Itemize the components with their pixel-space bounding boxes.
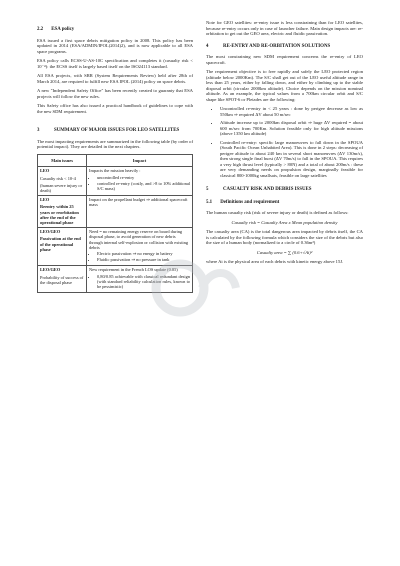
list-item: • Fluidic passivation ⇒ no pressure in tank xyxy=(97,257,190,262)
section-number: 4 xyxy=(206,43,209,49)
casualty-risk-equation: Casualty risk = Casualty Area x Mean population density xyxy=(231,219,338,225)
section-number: 3 xyxy=(37,128,40,134)
table-header-impact: Impact xyxy=(87,154,193,166)
paragraph: The casualty area (CA) is the total dangerous area impacted by debris itself, the CA is calculated by the following formula which considers the size of the debris but also the size of a human body (normalized to a circle of 0.36m²) xyxy=(206,229,363,246)
section-3-heading xyxy=(37,128,193,134)
list-item: • Controlled re-entry: specific large manoeuvres to fall down in the SPOUA (South Pacific Ocean Unhabited Area). This is done in 2 steps: decreasing of perigee altitude to about 240 km in several short manoeuvres (ΔV 130m/s), then strong single final burst (ΔV 70m/s) to fall in the SPOUA. This requires a very high thrust level (typically > 80N) and a total of about 200m/s : these are very demanding needs on propulsion design, marginally feasible for classical 800-1000kg smallsats, feasible on large satellites xyxy=(220,140,363,179)
impact-cell xyxy=(87,195,193,227)
list-item: • 0,80/0.85 achievable with classical redundant design (with standard reliability calculation rules, known to be pessimistic) xyxy=(97,274,190,290)
issue-cell xyxy=(38,166,87,195)
list-item: • uncontrolled re-entry xyxy=(97,175,190,180)
casualty-area-equation: Casualty area = ∑ (0.6+√Ai)² xyxy=(256,249,313,255)
issue-description: (human severe injury or death) xyxy=(40,182,83,193)
table-row xyxy=(38,265,193,292)
list-item: • controlled re-entry (costly, and >8 to 10% additional S/C mass) xyxy=(97,181,190,191)
issue-description: Casualty risk < 10-4 xyxy=(40,175,76,181)
issue-cell xyxy=(38,195,87,227)
paragraph: This Safety office has also issued a practical handbook of guidelines to cope with the new SDM requirement. xyxy=(37,103,193,114)
paragraph: A new "Independent Safety Office" has been recently created to guaranty that ESA projects will follow the new rules. xyxy=(37,88,193,99)
impact-text: Impacts the mission heavily : xyxy=(89,168,141,174)
table-header-row xyxy=(38,154,193,166)
left-column xyxy=(37,20,193,293)
section-title: ESA policy xyxy=(51,27,75,32)
issue-title: LEO/GEO xyxy=(40,229,61,235)
issues-table xyxy=(37,154,193,293)
table-row xyxy=(38,227,193,265)
issue-cell xyxy=(38,265,87,292)
issue-description: Probability of success of the disposal phase xyxy=(40,274,84,285)
paragraph: Note for GEO satellites: re-entry issue is less constraining than for LEO satellites, because re-entry occurs only in case of launcher failure. Main design impacts are: re-orbitation to get out the GEO area, electric and fluidic passivation. xyxy=(206,20,363,36)
section-5-heading xyxy=(206,187,363,193)
table-header-issue: Main issues xyxy=(38,154,87,166)
paragraph: ESA issued a first space debris mitigation policy in 2008. This policy has been updated in 2014 (ESA/ADMIN/IPOL(2014)2), and is now applicable to all ESA space programs. xyxy=(37,37,193,54)
section-title: RE-ENTRY AND RE-ORBITATION SOLUTIONS xyxy=(223,43,331,49)
list-item: • Electric passivation ⇒ no energy in battery xyxy=(97,251,190,256)
impact-text: New requirement in the French LOS update (0.85) xyxy=(89,267,178,273)
section-2-2-heading xyxy=(37,27,193,33)
impact-cell xyxy=(87,166,193,195)
impact-text: Impact on the propellant budget ⇒ additional spacecraft mass xyxy=(89,197,188,208)
impact-list xyxy=(89,175,190,192)
paragraph: ESA policy calls ECSS-U-AS-10C specification and completes it (casualty risk < 10⁻⁴): the ECSS itself is largely based itself on the ISO24113 standard. xyxy=(37,58,193,69)
section-5-1-heading xyxy=(206,200,363,206)
paragraph: The most impacting requirements are summarized in the following table (by order of potential impact). They are detailed in the next chapters. xyxy=(37,138,193,150)
issue-description: Reentry within 25 years or reorbitation after the end of the operational phase xyxy=(40,204,79,226)
impact-list xyxy=(89,251,190,262)
table-row xyxy=(38,166,193,195)
issue-title: LEO xyxy=(40,168,50,174)
impact-cell xyxy=(87,227,193,265)
section-number: 5.1 xyxy=(206,199,213,205)
section-title: CASUALTY RISK AND DEBRIS ISSUES xyxy=(223,187,312,193)
issue-description: Passivation at the end of the operational phase xyxy=(40,236,81,252)
list-item: • Altitude increase up to 2000km disposal orbit ⇒ huge ΔV required = about 600 m/sec from 700Km. Solution feasible only for high altitude missions (above 1350 km altitude) xyxy=(220,120,363,137)
right-column xyxy=(206,20,363,269)
section-number: 2.2 xyxy=(37,27,44,32)
issue-title: LEO/GEO xyxy=(40,267,61,273)
section-title: SUMMARY OF MAJOR ISSUES FOR LEO SATELLITES xyxy=(54,128,180,134)
section-4-heading xyxy=(206,44,363,50)
paragraph: The most constraining new SDM requirement concerns the re-entry of LEO spacecraft. xyxy=(206,54,363,65)
impact-text: Need = no remaining energy reserve on board during disposal phase, to avoid generation of new debris through internal self-explosion or collision with existing debris xyxy=(89,229,189,250)
impact-list xyxy=(89,274,190,290)
issues-table-body xyxy=(38,166,193,292)
list-item: • Uncontrolled re-entry in < 25 years : done by perigee decrease as low as 550km ⇒ required ΔV about 50 m/sec xyxy=(220,106,363,117)
reentry-options-list xyxy=(206,106,363,178)
paragraph: The requirement objective is to free rapidly and safely the LEO protected region (altitude below 2000Km). The S/C shall get out of the LEO useful altitude range in less than 25 years, either by falling down, and either by climbing up to the stable disposal orbit (circular 2000km altitude). Choice depends on the mission nominal altitude. As an example, the typical values from a 700km circular orbit and S/C shape like SPOT-6 or Pleiades are the following: xyxy=(206,69,363,102)
issue-title: LEO xyxy=(40,197,50,203)
paragraph: The human casualty risk (risk of severe injury or death) is defined as follows: xyxy=(206,210,349,216)
paragraph: All ESA projects, with SRR (System Requirements Review) held after 28th of March 2014, are required to fulfill new ESA IPOL (2014) policy on space debris. xyxy=(37,73,193,84)
issue-cell xyxy=(38,227,87,265)
section-number: 5 xyxy=(206,187,209,193)
section-title: Definitions and requirement xyxy=(220,199,280,205)
table-row xyxy=(38,195,193,227)
impact-cell xyxy=(87,265,193,292)
paragraph: where Ai is the physical area of each debris with kinetic energy above 15J. xyxy=(206,259,344,265)
